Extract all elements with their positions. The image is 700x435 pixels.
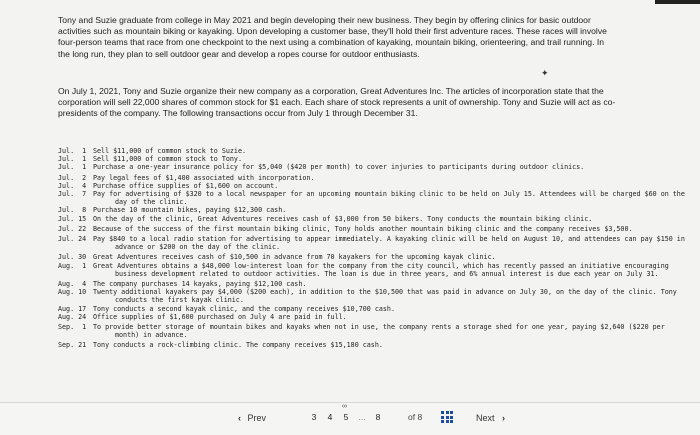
transaction-date: Jul. 4 bbox=[58, 181, 87, 190]
transaction-text: Purchase 10 mountain bikes, paying $12,300 cash. bbox=[93, 206, 287, 215]
transaction-row bbox=[58, 174, 688, 182]
transaction-row bbox=[58, 155, 688, 163]
transaction-text: The company purchases 14 kayaks, paying $12,100 cash. bbox=[93, 280, 307, 289]
page-link[interactable] bbox=[342, 403, 350, 422]
page-number: 4 bbox=[327, 412, 333, 422]
transaction-row bbox=[58, 305, 688, 313]
transaction-row bbox=[58, 253, 688, 261]
transaction-date: Sep. 21 bbox=[58, 341, 87, 350]
transaction-row bbox=[58, 313, 688, 321]
transaction-text: Pay legal fees of $1,400 associated with incorporation. bbox=[93, 173, 315, 182]
next-label: Next bbox=[476, 413, 495, 423]
transaction-date: Jul. 24 bbox=[58, 235, 87, 244]
page-link[interactable] bbox=[310, 412, 318, 422]
next-button[interactable] bbox=[476, 409, 518, 427]
transaction-row bbox=[58, 147, 688, 155]
transaction-text: Purchase a one-year insurance policy for $5,040 ($420 per month) to cover injuries to participants during outdoor clinics. bbox=[93, 163, 585, 172]
transaction-date: Sep. 1 bbox=[58, 323, 87, 332]
transaction-date: Jul. 15 bbox=[58, 214, 87, 223]
transaction-row bbox=[58, 323, 688, 339]
transaction-date: Jul. 2 bbox=[58, 173, 87, 182]
page-ellipsis bbox=[358, 412, 366, 422]
transaction-row bbox=[58, 215, 688, 223]
transaction-text: Purchase office supplies of $1,600 on account. bbox=[93, 181, 279, 190]
intro-paragraph-2: On July 1, 2021, Tony and Suzie organize their new company as a corporation, Great Adventures Inc. The articles of incorporation state that the corporation will sell 22,000 shares of common stock for $1 each. Each share of stock represents a unit of ownership. Tony and Suzie will act as co-presidents of the company. The following transactions occur from July 1 through December 31. bbox=[58, 86, 616, 119]
transaction-row bbox=[58, 288, 688, 304]
transaction-text: Sell $11,000 of common stock to Tony. bbox=[93, 155, 242, 164]
transaction-row bbox=[58, 182, 688, 190]
transaction-text: Great Adventures obtains a $48,000 low-interest loan for the company from the city council, which has recently passed an initiative encouraging business development related to outdoor activities. The loan is due in three years, and 6% annual interest is due each year on July 31. bbox=[93, 261, 673, 278]
transaction-date: Jul. 7 bbox=[58, 190, 87, 199]
pagination-bar bbox=[0, 402, 700, 435]
transaction-text: Because of the success of the first mountain biking clinic, Tony holds another mountain biking clinic and the company receives $3,500. bbox=[93, 224, 633, 233]
transaction-row bbox=[58, 262, 688, 278]
transaction-row bbox=[58, 163, 688, 171]
page-number: 5 bbox=[343, 412, 349, 422]
transaction-text: Twenty additional kayakers pay $4,000 ($200 each), in addition to the $10,500 that was paid in advance on July 30, on the day of the clinic. Tony conducts the first kayak clinic. bbox=[93, 288, 681, 305]
page-link[interactable] bbox=[326, 412, 334, 422]
prev-label: Prev bbox=[247, 413, 267, 423]
page-numbers bbox=[310, 403, 382, 422]
transaction-row bbox=[58, 341, 688, 349]
transaction-text: Pay $840 to a local radio station for advertising to appear immediately. A kayaking clinic will be held on August 10, and attendees can pay $150 in advance or $200 on the day of the clinic. bbox=[93, 235, 689, 252]
transaction-date: Jul. 22 bbox=[58, 224, 87, 233]
chevron-left-icon: ‹ bbox=[238, 413, 241, 423]
page-link[interactable] bbox=[374, 412, 382, 422]
transaction-date: Aug. 17 bbox=[58, 304, 87, 313]
chevron-right-icon: › bbox=[502, 413, 506, 423]
transaction-date: Jul. 1 bbox=[58, 163, 87, 172]
transaction-text: Pay for advertising of $320 to a local newspaper for an upcoming mountain biking clinic to be held on July 15. Attendees will be charged $60 on the day of the clinic. bbox=[93, 190, 689, 207]
transaction-date: Jul. 1 bbox=[58, 147, 87, 155]
transaction-row bbox=[58, 190, 688, 206]
transaction-row bbox=[58, 235, 688, 251]
current-page-icon: ∞ bbox=[342, 403, 347, 410]
transaction-date: Jul. 30 bbox=[58, 253, 87, 262]
page-number: ... bbox=[358, 412, 366, 422]
grid-icon[interactable] bbox=[441, 411, 453, 423]
transaction-text: Tony conducts a second kayak clinic, and the company receives $10,700 cash. bbox=[93, 304, 395, 313]
transactions-list bbox=[58, 147, 688, 350]
transaction-date: Aug. 10 bbox=[58, 288, 87, 297]
prev-button[interactable] bbox=[238, 409, 290, 427]
transaction-text: Tony conducts a rock-climbing clinic. The company receives $15,180 cash. bbox=[93, 341, 383, 350]
transaction-date: Aug. 1 bbox=[58, 261, 87, 270]
page-number: 3 bbox=[311, 412, 317, 422]
transaction-row bbox=[58, 280, 688, 288]
transaction-date: Jul. 8 bbox=[58, 206, 87, 215]
transaction-date: Jul. 1 bbox=[58, 155, 87, 164]
transaction-text: Great Adventures receives cash of $10,500 in advance from 70 kayakers for the upcoming kayak clinic. bbox=[93, 253, 496, 262]
intro-paragraph-1: Tony and Suzie graduate from college in May 2021 and begin developing their new business. They begin by offering clinics for basic outdoor activities such as mountain biking or kayaking. Upon developing a customer base, they'll hold their first adventure races. These races will involve four-person teams that race from one checkpoint to the next using a combination of kayaking, mountain biking, orienteering, and trail running. In the long run, they plan to sell outdoor gear and develop a ropes course for outdoor enthusiasts. bbox=[58, 15, 607, 59]
top-bar bbox=[655, 0, 700, 4]
mouse-cursor-icon: ✦ bbox=[541, 68, 549, 78]
transaction-text: On the day of the clinic, Great Adventures receives cash of $3,000 from 50 bikers. Tony conducts the mountain biking clinic. bbox=[93, 214, 593, 223]
page-number: 8 bbox=[375, 412, 381, 422]
transaction-date: Aug. 4 bbox=[58, 280, 87, 289]
page-count: of 8 bbox=[408, 412, 423, 422]
transaction-text: Office supplies of $1,600 purchased on July 4 are paid in full. bbox=[93, 312, 347, 321]
transaction-text: To provide better storage of mountain bikes and kayaks when not in use, the company rents a storage shed for one year, paying $2,640 ($220 per month) in advance. bbox=[93, 323, 669, 340]
transaction-text: Sell $11,000 of common stock to Suzie. bbox=[93, 147, 246, 155]
transaction-row bbox=[58, 206, 688, 214]
transaction-row bbox=[58, 225, 688, 233]
transaction-date: Aug. 24 bbox=[58, 312, 87, 321]
